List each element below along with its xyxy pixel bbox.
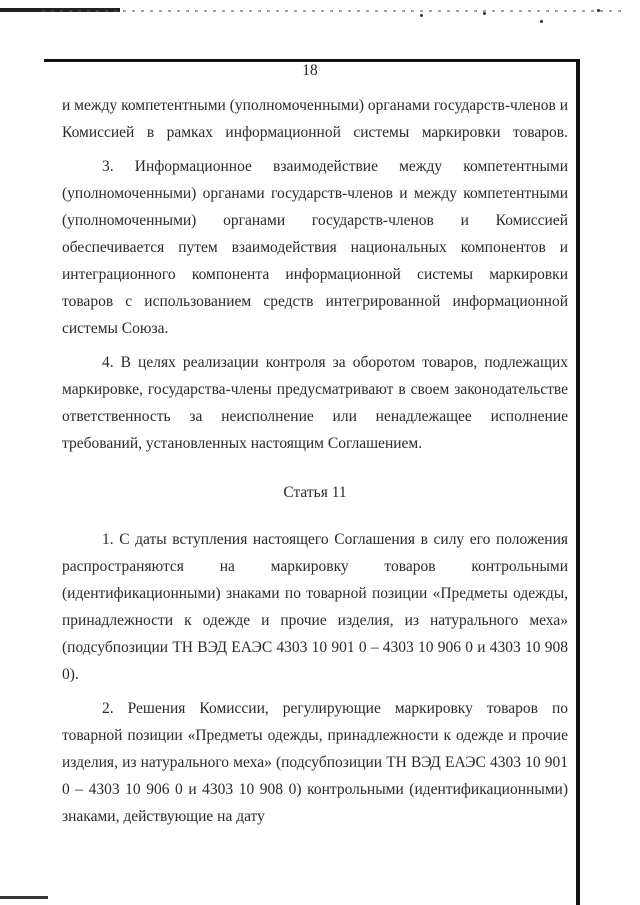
scan-speck [540,20,543,23]
paragraph-3: 3. Информационное взаимодействие между компетентными (уполномоченными) органами государств-членов и между компетентными (уполномоченными) органами государств-членов и Комиссией обеспечивается путем взаимодействия национальных компонентов и интеграционного компонента информационной системы маркировки товаров с использованием средств интегрированной информационной системы Союза. [62,158,568,337]
article-heading: Статья 11 [283,484,347,501]
paragraph-continuation: и между компетентными (уполномоченными) органами государств-членов и Комиссией в рамках информационной системы маркировки товаров. [62,97,568,141]
article-11-paragraph-1: 1. С даты вступления настоящего Соглашения в силу его положения распространяются на маркировку товаров контрольными (идентификационными) знаками по товарной позиции «Предметы одежды, принадлежности к одежде и прочие изделия, из натурального меха» (подсубпозиции ТН ВЭД ЕАЭС 4303 10 901 0 – 4303 10 906 0 и 4303 10 908 0). [62,531,568,683]
scan-artifact-top [0,8,640,16]
scan-speck [483,12,486,15]
scan-speck [420,14,423,17]
page-number: 18 [302,62,318,79]
article-11-paragraph-2: 2. Решения Комиссии, регулирующие маркировку товаров по товарной позиции «Предметы одежды, принадлежности к одежде и прочие изделия, из натурального меха» (подсубпозиции ТН ВЭД ЕАЭС 4303 10 901 0 – 4303 10 906 0 и 4303 10 908 0) контрольными (идентификационными) знаками, действующие на дату [62,700,568,825]
scan-speck [597,9,600,12]
page-border-right [576,59,580,905]
scan-artifact-bottom [0,896,48,899]
paragraph-4: 4. В целях реализации контроля за оборотом товаров, подлежащих маркировке, государства-члены предусматривают в своем законодательстве ответственность за неисполнение или ненадлежащее исполнение требований, установленных настоящим Соглашением. [62,354,568,452]
document-body [62,92,568,830]
